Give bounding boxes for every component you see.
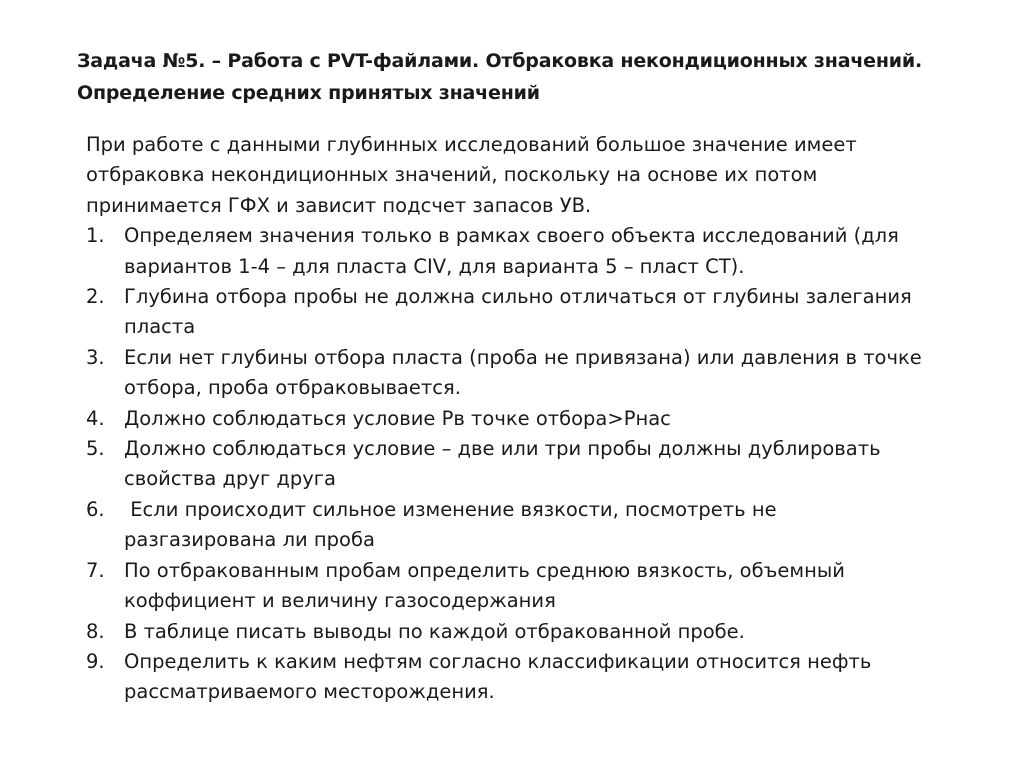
list-item [86,434,966,495]
list-item-line: вариантов 1-4 – для пласта CIV, для варианта 5 – пласт СТ). [124,254,745,278]
list-item-line: В таблице писать выводы по каждой отбракованной пробе. [124,619,745,643]
title-line-2: Определение средних принятых значений [77,82,540,104]
list-item-number: 2. [86,285,105,309]
list-item [86,343,966,404]
list-item-line: пласта [124,315,196,339]
list-item [86,556,966,617]
slide-body [86,130,966,708]
list-item-line: Определить к каким нефтям согласно классификации относится нефть [124,649,872,673]
numbered-list [86,221,966,708]
list-item [86,647,966,708]
list-item [86,282,966,343]
list-item-line: отбора, проба отбраковывается. [124,376,461,400]
list-item-line: Если происходит сильное изменение вязкости, посмотреть не [124,497,777,521]
list-item-line: разгазирована ли проба [124,528,375,552]
list-item-number: 3. [86,345,105,369]
intro-paragraph [86,130,966,221]
list-item-number: 7. [86,558,105,582]
list-item-line: Определяем значения только в рамках своего объекта исследований (для [124,224,899,248]
list-item-line: По отбракованным пробам определить среднюю вязкость, объемный [124,558,845,582]
intro-line: отбраковка некондиционных значений, поскольку на основе их потом [86,163,818,187]
intro-line: При работе с данными глубинных исследований большое значение имеет [86,133,857,156]
list-item-number: 1. [86,224,105,248]
list-item [86,221,966,282]
list-item-line: свойства друг друга [124,467,336,491]
list-item-line: Должно соблюдаться условие – две или три пробы должны дублировать [124,437,881,461]
list-item-line: Должно соблюдаться условие Рв точке отбора>Рнас [124,406,671,430]
list-item-number: 6. [86,497,105,521]
list-item [86,617,966,647]
list-item-number: 5. [86,437,105,461]
list-item [86,495,966,556]
list-item-line: Глубина отбора пробы не должна сильно отличаться от глубины залегания [124,285,912,309]
list-item-number: 9. [86,649,105,673]
list-item-number: 4. [86,406,105,430]
intro-line: принимается ГФХ и зависит подсчет запасов УВ. [86,193,592,217]
title-line-1: Задача №5. – Работа с PVT-файлами. Отбраковка некондиционных значений. [77,50,923,72]
list-item-line: рассматриваемого месторождения. [124,680,495,704]
list-item-line: коффициент и величину газосодержания [124,589,556,613]
list-item-number: 8. [86,619,105,643]
list-item [86,404,966,434]
slide-title [77,45,977,109]
list-item-line: Если нет глубины отбора пласта (проба не привязана) или давления в точке [124,345,922,369]
